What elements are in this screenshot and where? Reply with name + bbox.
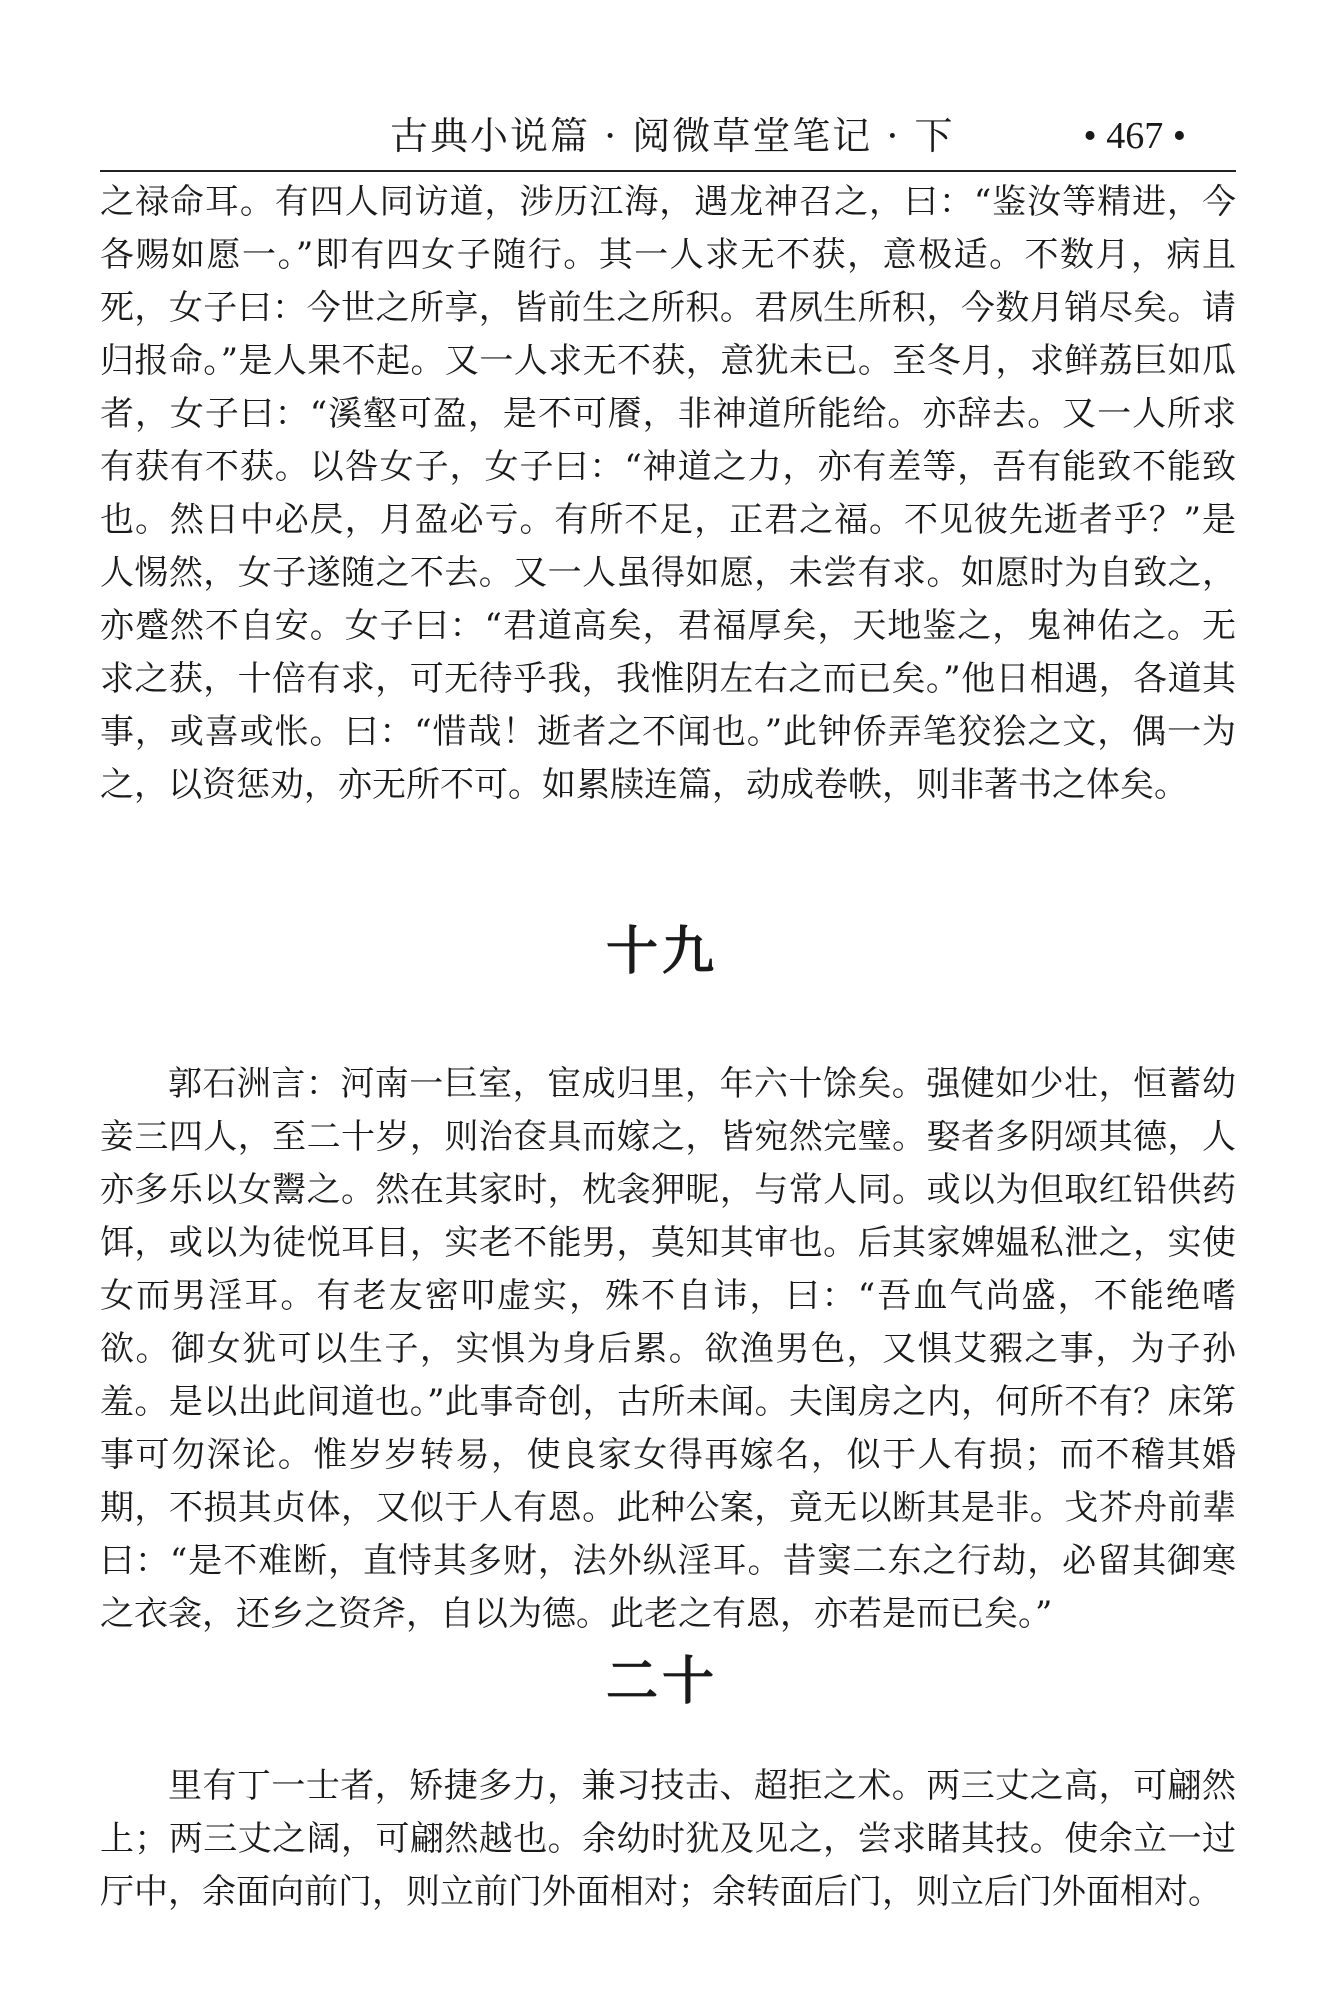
page-number: • 467 •	[1083, 115, 1186, 157]
header-rule	[100, 170, 1236, 172]
section-20-body	[100, 1760, 1236, 1925]
section-heading-19: 十九	[605, 922, 718, 982]
section-19-body	[100, 1058, 1236, 1638]
section-heading-20: 二十	[605, 1652, 718, 1712]
section-20-paragraph: 里有丁一士者，矫捷多力，兼习技击、超拒之术。两三丈之高，可翩然上；两三丈之阔，可翩然越也。余幼时犹及见之，尝求睹其技。使余立一过厅中，余面向前门，则立前门外面相对；余转面后门，则立后门外面相对。	[100, 1766, 1236, 1912]
page-header	[100, 108, 1236, 168]
continued-paragraph: 之禄命耳。有四人同访道，涉历江海，遇龙神召之，曰：“鉴汝等精进，今各赐如愿一。”即有四女子随行。其一人求无不获，意极适。不数月，病且死，女子曰：今世之所享，皆前生之所积。君夙生所积，今数月销尽矣。请归报命。”是人果不起。又一人求无不获，意犹未已。至冬月，求鲜荔巨如瓜者，女子曰：“溪壑可盈，是不可餍，非神道所能给。亦辞去。又一人所求有获有不获。以咎女子，女子曰：“神道之力，亦有差等，吾有能致不能致也。然日中必昃，月盈必亏。有所不足，正君之福。不见彼先逝者乎？”是人惕然，女子遂随之不去。又一人虽得如愿，未尝有求。如愿时为自致之，亦蹙然不自安。女子曰：“君道高矣，君福厚矣，天地鉴之，鬼神佑之。无求之获，十倍有求，可无待乎我，我惟阴左右之而已矣。”他日相遇，各道其事，或喜或怅。曰：“惜哉！逝者之不闻也。”此钟侨弄笔狡狯之文，偶一为之，以资惩劝，亦无所不可。如累牍连篇，动成卷帙，则非著书之体矣。	[100, 182, 1236, 805]
continued-passage	[100, 176, 1236, 805]
section-19-paragraph: 郭石洲言：河南一巨室，宦成归里，年六十馀矣。强健如少壮，恒蓄幼妾三四人，至二十岁，则治奁具而嫁之，皆宛然完璧。娶者多阴颂其德，人亦多乐以女鬻之。然在其家时，枕衾狎昵，与常人同。或以为但取红铅供药饵，或以为徒悦耳目，实老不能男，莫知其审也。后其家婢媪私泄之，实使女而男淫耳。有老友密叩虚实，殊不自讳，曰：“吾血气尚盛，不能绝嗜欲。御女犹可以生子，实惧为身后累。欲渔男色，又惧艾豭之事，为子孙羞。是以出此间道也。”此事奇创，古所未闻。夫闺房之内，何所不有？床笫事可勿深论。惟岁岁转易，使良家女得再嫁名，似于人有损；而不稽其婚期，不损其贞体，又似于人有恩。此种公案，竟无以断其是非。戈芥舟前辈曰：“是不难断，直恃其多财，法外纵淫耳。昔窦二东之行劫，必留其御寒之衣衾，还乡之资斧，自以为德。此老之有恩，亦若是而已矣。”	[100, 1064, 1236, 1634]
running-title: 古典小说篇 · 阅微草堂笔记 · 下	[390, 114, 955, 158]
